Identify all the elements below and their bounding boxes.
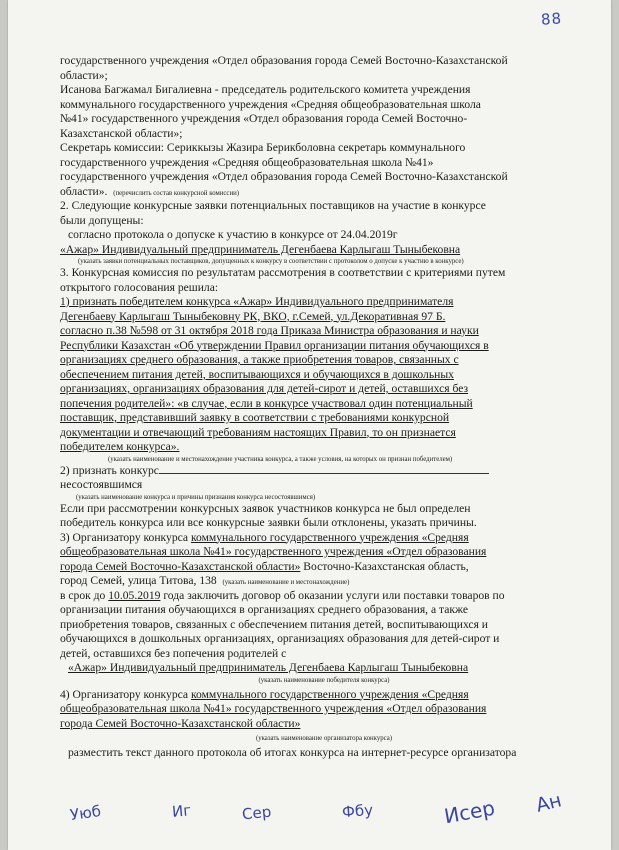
text-line <box>60 688 588 703</box>
hint-note: (указать наименование и местонахождение участника конкурса, а также условия, на которых он признан победителем) <box>108 455 453 463</box>
text-line: приобретения товаров, связанных с обеспечением питания детей, воспитывающихся и <box>60 617 489 631</box>
text-line-part: города Семей Восточно-Казахстанской области» <box>60 559 301 573</box>
text-line: несостоявшимся <box>60 478 143 491</box>
text-line <box>60 185 588 200</box>
signature: Ан <box>533 789 564 817</box>
text-line: «Ажар» Индивидуальный предприниматель Дегенбаева Карлыгаш Тыныбековна <box>60 242 461 256</box>
text-line: государственного учреждения «Средняя общеобразовательная школа №41» <box>60 155 434 169</box>
text-line: 2. Следующие конкурсные заявки потенциальных поставщиков на участие в конкурсе <box>60 199 486 212</box>
protocol-text <box>60 54 588 761</box>
hint-note: (указать заявки потенциальных поставщиков, допущенных к конкурсу в соответствии с протоколом о допуске к участию в конкурсе) <box>78 258 464 265</box>
text-line: разместить текст данного протокола об итогах конкурса на интернет-ресурсе организатора <box>68 746 517 759</box>
page-number: 88 <box>540 9 563 29</box>
text-line: обучающихся в дошкольных организациях, организациях образования для детей-сирот и <box>60 632 500 645</box>
text-line <box>60 531 588 546</box>
document-page <box>8 0 611 850</box>
hint-note: (указать наименование победителя конкурса) <box>258 676 390 684</box>
text-line: «Ажар» Индивидуальный предприниматель Дегенбаева Карлыгаш Тыныбековна <box>68 661 469 674</box>
hint-note: (указать наименование и местонахождение) <box>222 579 350 586</box>
text-line-part: город Семей, улица Титова, 138 <box>60 574 217 587</box>
text-line <box>60 589 588 604</box>
signature: Фбу <box>341 800 374 822</box>
text-line: Дегенбаеву Карлыгаш Тыныбековну РК, ВКО, г.Семей, ул.Декоративная 97 Б. <box>60 309 446 323</box>
text-line: коммунального государственного учреждения «Средняя общеобразовательная школа <box>60 97 481 111</box>
text-line: были допущены: <box>60 213 144 227</box>
text-line-part: 10.05.2019 <box>108 588 161 602</box>
text-line: Секретарь комиссии: Сериккызы Жазира Берикболовна секретарь коммунального <box>60 141 466 154</box>
signature: Сер <box>241 802 273 824</box>
text-line: обеспечением питания детей, воспитывающихся и обучающихся в дошкольных <box>60 367 454 381</box>
text-line: Республики Казахстан «Об утверждении Правил организации питания обучающихся в <box>60 338 489 352</box>
text-line: №41» государственного учреждения «Отдел образования города Семей Восточно- <box>60 112 468 125</box>
text-line: согласно протокола о допуске к участию в конкурсе от 24.04.2019г <box>68 228 398 241</box>
text-line-part: Восточно-Казахстанская область, <box>300 559 469 573</box>
text-line-part: года заключить договор об оказании услуги или поставки товаров по <box>160 588 505 602</box>
text-line: общеобразовательная школа №41» государственного учреждения «Отдел образования <box>60 545 487 558</box>
text-line: 3. Конкурсная комиссия по результатам рассмотрения в соответствии с критериями путем <box>60 266 506 279</box>
text-line-part: в срок до <box>60 588 109 602</box>
text-line: организациях, организациях образования для детей-сирот и детей, оставшихся без <box>60 382 469 395</box>
text-line: победителем конкурса». <box>60 440 180 453</box>
text-line-part: 4) Организатору конкурса <box>60 687 191 701</box>
text-line: государственного учреждения «Отдел образования города Семей Восточно-Казахстанской <box>60 170 508 183</box>
text-line: согласно п.38 №598 от 31 октября 2018 года Приказа Министра образования и науки <box>60 324 479 337</box>
text-line: победитель конкурса или все конкурсные заявки были отклонены, указать причины. <box>60 516 477 529</box>
text-line: города Семей Восточно-Казахстанской области» <box>60 716 301 730</box>
text-line-part: 2) признать конкурс <box>60 463 159 477</box>
signature: Иг <box>171 801 192 821</box>
text-line: государственного учреждения «Отдел образования города Семей Восточно-Казахстанской <box>60 54 508 67</box>
text-line: открытого голосования решила: <box>60 280 219 294</box>
text-line: общеобразовательная школа №41» государственного учреждения «Отдел образования <box>60 702 487 715</box>
text-line-part: коммунального государственного учреждения «Средняя <box>190 530 469 544</box>
signature: Исер <box>442 795 497 829</box>
text-line: 1) признать победителем конкурса «Ажар» Индивидуального предпринимателя <box>60 295 454 308</box>
blank-rule <box>159 473 489 474</box>
text-line-part: области». <box>60 184 108 198</box>
hint-note: (перечислить состав конкурсной комиссии) <box>113 189 239 197</box>
text-line-part: коммунального государственного учреждения «Средняя <box>190 687 469 701</box>
text-line <box>60 464 588 479</box>
text-line: документации и отвечающий требованиям настоящих Правил, то он признается <box>60 425 456 439</box>
signature-row <box>8 790 611 850</box>
text-line-part: 3) Организатору конкурса <box>60 530 191 544</box>
text-line <box>60 560 588 575</box>
hint-note: (указать наименование конкурса и причины признания конкурса несостоявшимся) <box>76 493 316 501</box>
text-line: организации питания обучающихся в организациях среднего образования, а также <box>60 603 468 616</box>
text-line: Исанова Багжамал Бигалиевна - председатель родительского комитета учреждения <box>60 83 471 96</box>
text-line: попечения родителей»: «в случае, если в конкурсе участвовал один потенциальный <box>60 396 473 410</box>
hint-note: (указать наименование организатора конкурса) <box>255 735 393 742</box>
text-line <box>60 574 588 589</box>
signature: Уюб <box>68 801 103 825</box>
text-line: детей, оставшихся без попечения родителей с <box>60 646 287 660</box>
text-line: Если при рассмотрении конкурсных заявок участников конкурса не был определен <box>60 501 471 515</box>
text-line: области»; <box>60 68 108 82</box>
text-line: поставщик, представивший заявку в соответствии с требованиями конкурсной <box>60 411 450 424</box>
text-line: Казахстанской области»; <box>60 126 183 140</box>
text-line: организациях среднего образования, а также приобретения товаров, связанных с <box>60 353 459 366</box>
